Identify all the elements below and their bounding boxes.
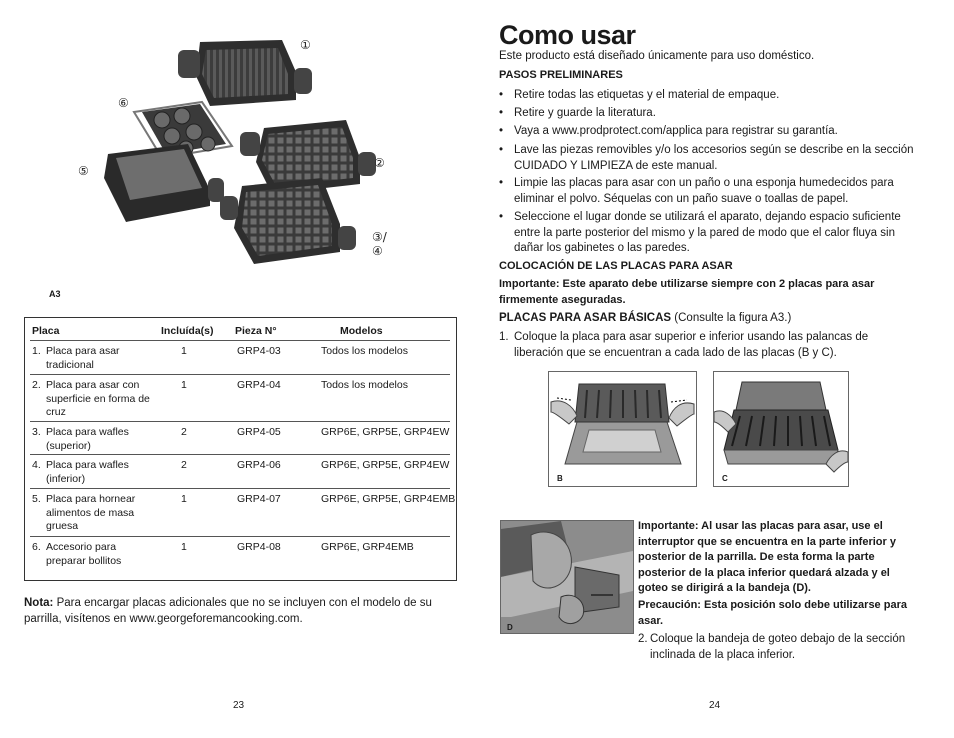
- parts-table: [24, 317, 457, 581]
- header-pieza: Pieza N°: [235, 325, 277, 337]
- grill-plates-illustration: [60, 28, 390, 288]
- row-models: GRP6E, GRP5E, GRP4EW: [321, 426, 450, 438]
- figure-b-label: B: [557, 474, 563, 483]
- row-models: Todos los modelos: [321, 379, 408, 391]
- row-part-number: GRP4-07: [237, 493, 281, 505]
- row-part-number: GRP4-08: [237, 541, 281, 553]
- bullet-icon: •: [499, 144, 504, 156]
- waffle-plates: [220, 178, 356, 264]
- row-plate-name: Placa para asar con superficie en forma de cruz: [46, 379, 150, 418]
- table-row: [30, 488, 456, 536]
- baking-pan: [104, 144, 224, 222]
- note-text: Para encargar placas adicionales que no se incluyen con el modelo de su parrilla, visítenos en www.georgeforemancooking.com.: [24, 597, 432, 625]
- important-note-2: Importante: Al usar las placas para asar, use el interruptor que se encuentra en la parte inferior y posterior de la parrilla. De esta forma la parte posterior de la placa inferior quedará alzada y el goteo se dirigirá a la bandeja (D).: [638, 520, 896, 594]
- figure-b: [548, 371, 697, 487]
- row-plate-name: Placa para wafles (superior): [46, 426, 129, 452]
- page-number-left: 23: [233, 700, 245, 711]
- row-part-number: GRP4-03: [237, 345, 281, 357]
- bullet-icon: •: [499, 177, 504, 189]
- page-number-right: 24: [709, 700, 721, 711]
- important-note-1: Importante: Este aparato debe utilizarse siempre con 2 placas para asar firmemente aseguradas.: [499, 278, 875, 306]
- list-item-text: Retire y guarde la literatura.: [514, 107, 656, 119]
- section-heading-colocacion: COLOCACIÓN DE LAS PLACAS PARA ASAR: [499, 260, 733, 272]
- row-quantity: 1: [181, 379, 187, 391]
- callout-1: ①: [300, 38, 311, 52]
- section-heading-preliminares: PASOS PRELIMINARES: [499, 69, 623, 81]
- row-plate-name: Accesorio para preparar bollitos: [46, 541, 122, 567]
- list-item-text: Vaya a www.prodprotect.com/applica para registrar su garantía.: [514, 125, 838, 137]
- table-row: [30, 536, 450, 573]
- row-quantity: 2: [181, 426, 187, 438]
- section-ref: (Consulte la figura A3.): [674, 312, 792, 324]
- step-text: Coloque la placa para asar superior e inferior usando las palancas de liberación que se encuentran a cada lado de las placas (B y C).: [514, 331, 869, 359]
- note-paragraph: [24, 596, 456, 627]
- table-row: [30, 454, 450, 488]
- list-item-text: Seleccione el lugar donde se utilizará el aparato, dejando espacio suficiente entre la parte posterior del mismo y la pared de modo que el calor fluya sin dañar los gabinetes o las paredes.: [514, 211, 901, 254]
- callout-6: ⑥: [118, 96, 129, 110]
- table-row: [30, 340, 450, 374]
- intro-text: Este producto está diseñado únicamente para uso doméstico.: [499, 50, 815, 62]
- table-row: [30, 374, 450, 421]
- header-placa: Placa: [32, 325, 60, 337]
- row-quantity: 2: [181, 459, 187, 471]
- section-heading-basicas: [499, 311, 919, 327]
- table-row: [30, 421, 450, 454]
- caution-note: Precaución: Esta posición solo debe utilizarse para asar.: [638, 599, 907, 627]
- ribbed-plate: [178, 40, 312, 106]
- row-plate-name: Placa para wafles (inferior): [46, 459, 129, 485]
- row-plate-name: Placa para hornear alimentos de masa gruesa: [46, 493, 136, 532]
- figure-label-a3: A3: [49, 289, 61, 299]
- row-quantity: 1: [181, 541, 187, 553]
- row-models: Todos los modelos: [321, 345, 408, 357]
- row-part-number: GRP4-04: [237, 379, 281, 391]
- figure-c-label: C: [722, 474, 728, 483]
- row-plate-name: Placa para asar tradicional: [46, 345, 120, 371]
- bullet-icon: •: [499, 211, 504, 223]
- header-incluidas: Incluída(s): [161, 325, 214, 337]
- callout-2: ②: [374, 156, 385, 170]
- page-title: Como usar: [499, 20, 636, 50]
- row-number: 6.: [32, 541, 41, 553]
- bullet-icon: •: [499, 89, 504, 101]
- row-number: 5.: [32, 493, 41, 505]
- row-number: 2.: [32, 379, 41, 391]
- bullet-icon: •: [499, 125, 504, 137]
- step-number: 1.: [499, 331, 509, 343]
- row-number: 1.: [32, 345, 41, 357]
- row-quantity: 1: [181, 493, 187, 505]
- list-item-text: Lave las piezas removibles y/o los accesorios según se describe en la sección CUIDADO Y LIMPIEZA de este manual.: [514, 144, 914, 172]
- row-quantity: 1: [181, 345, 187, 357]
- header-modelos: Modelos: [340, 325, 383, 337]
- row-part-number: GRP4-06: [237, 459, 281, 471]
- figure-d: [500, 520, 634, 634]
- list-item-text: Retire todas las etiquetas y el material de empaque.: [514, 89, 780, 101]
- row-models: GRP6E, GRP4EMB: [321, 541, 414, 553]
- list-item-text: Limpie las placas para asar con un paño o una esponja humedecidos para eliminar el polvo. Séquelas con un paño suave o toallas de papel.: [514, 177, 894, 205]
- figure-c: [713, 371, 849, 487]
- row-part-number: GRP4-05: [237, 426, 281, 438]
- bullet-icon: •: [499, 107, 504, 119]
- step-text: Coloque la bandeja de goteo debajo de la sección inclinada de la placa inferior.: [650, 633, 906, 661]
- step-number: 2.: [638, 633, 648, 645]
- figure-d-label: D: [507, 623, 513, 632]
- row-models: GRP6E, GRP5E, GRP4EMB: [321, 493, 456, 505]
- note-label: Nota:: [24, 597, 54, 609]
- section-heading-basicas-text: PLACAS PARA ASAR BÁSICAS: [499, 312, 672, 324]
- row-models: GRP6E, GRP5E, GRP4EW: [321, 459, 450, 471]
- row-number: 4.: [32, 459, 41, 471]
- row-number: 3.: [32, 426, 41, 438]
- callout-3-4: ③/④: [372, 230, 387, 258]
- callout-5: ⑤: [78, 164, 89, 178]
